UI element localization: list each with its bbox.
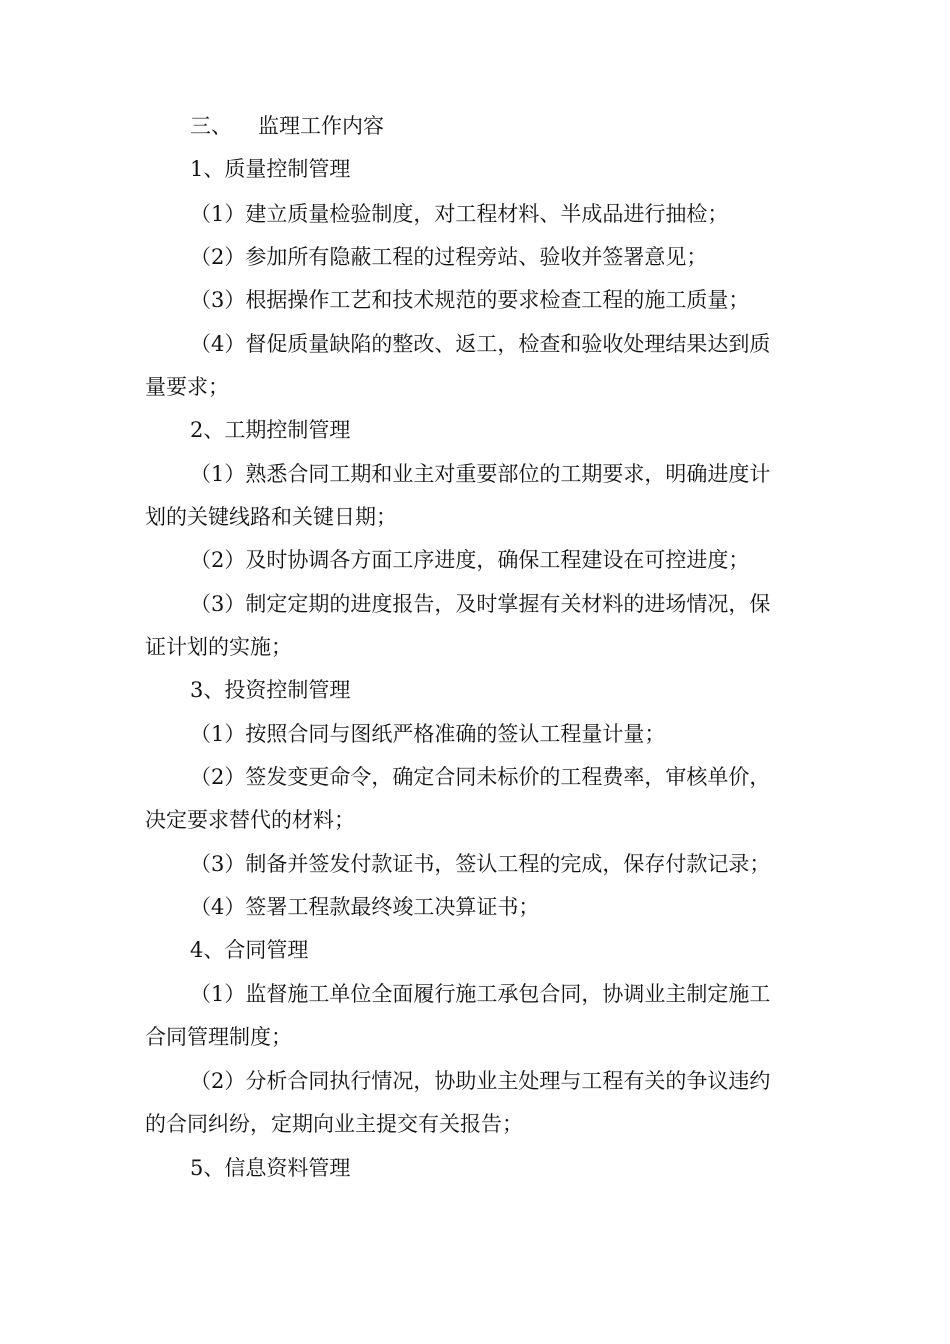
subheading-quality: 1、质量控制管理 (190, 157, 351, 181)
paragraph-schedule-1: （1）熟悉合同工期和业主对重要部位的工期要求，明确进度计 (190, 462, 771, 486)
paragraph-schedule-2: （2）及时协调各方面工序进度，确保工程建设在可控进度； (190, 548, 750, 572)
subheading-schedule: 2、工期控制管理 (190, 418, 351, 442)
paragraph-quality-4: （4）督促质量缺陷的整改、返工，检查和验收处理结果达到质 (190, 332, 771, 356)
paragraph-quality-1: （1）建立质量检验制度，对工程材料、半成品进行抽检； (190, 202, 729, 226)
paragraph-contract-1: （1）监督施工单位全面履行施工承包合同，协调业主制定施工 (190, 982, 771, 1006)
paragraph-quality-4-cont: 量要求； (145, 375, 229, 399)
paragraph-investment-4: （4）签署工程款最终竣工决算证书； (190, 895, 540, 919)
subheading-investment: 3、投资控制管理 (190, 678, 351, 702)
paragraph-schedule-3-cont: 证计划的实施； (145, 635, 292, 659)
paragraph-investment-1: （1）按照合同与图纸严格准确的签认工程量计量； (190, 722, 666, 746)
subheading-information: 5、信息资料管理 (190, 1156, 351, 1180)
paragraph-schedule-3: （3）制定定期的进度报告，及时掌握有关材料的进场情况，保 (190, 592, 771, 616)
paragraph-investment-3: （3）制备并签发付款证书，签认工程的完成，保存付款记录； (190, 852, 771, 876)
paragraph-investment-2: （2）签发变更命令，确定合同未标价的工程费率，审核单价， (190, 765, 771, 789)
paragraph-quality-3: （3）根据操作工艺和技术规范的要求检查工程的施工质量； (190, 288, 750, 312)
paragraph-contract-2: （2）分析合同执行情况，协助业主处理与工程有关的争议违约 (190, 1069, 771, 1093)
section-title: 监理工作内容 (258, 114, 384, 138)
paragraph-contract-1-cont: 合同管理制度； (145, 1025, 292, 1049)
paragraph-investment-2-cont: 决定要求替代的材料； (145, 808, 355, 832)
paragraph-schedule-1-cont: 划的关键线路和关键日期； (145, 505, 397, 529)
section-number: 三、 (190, 114, 232, 138)
paragraph-contract-2-cont: 的合同纠纷，定期向业主提交有关报告； (145, 1112, 523, 1136)
paragraph-quality-2: （2）参加所有隐蔽工程的过程旁站、验收并签署意见； (190, 245, 708, 269)
section-heading (190, 111, 384, 141)
subheading-contract: 4、合同管理 (190, 938, 309, 962)
